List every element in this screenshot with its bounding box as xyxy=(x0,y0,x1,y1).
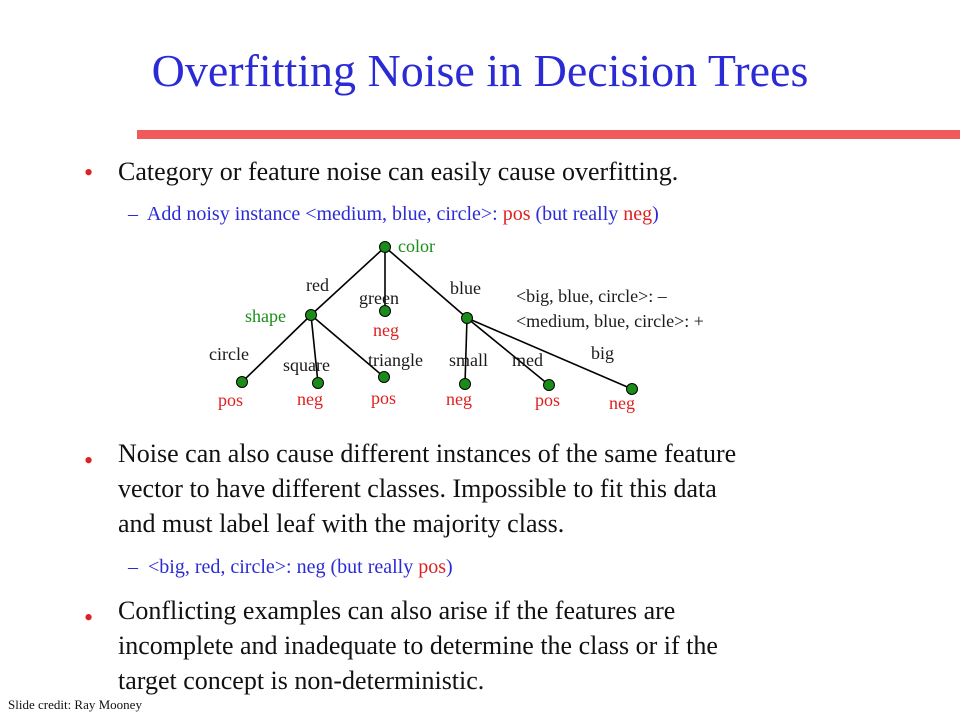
tree-node-med-leaf xyxy=(544,380,555,391)
slide-title: Overfitting Noise in Decision Trees xyxy=(151,45,809,96)
sub-bullet-label: pos xyxy=(502,203,531,225)
tree-edge-label-small: small xyxy=(449,350,488,370)
tree-edge-label-blue: blue xyxy=(450,278,481,298)
sub-bullet-really: neg xyxy=(623,203,653,225)
bullet-marker: • xyxy=(84,603,94,632)
tree-node-circle-leaf xyxy=(237,377,248,388)
tree-edge-label-circle: circle xyxy=(209,344,249,364)
bullet-text-line: vector to have different classes. Impossible to fit this data xyxy=(118,474,717,503)
sub-bullet-prefix: Add noisy instance <medium, blue, circle>: xyxy=(146,203,503,225)
bullet-marker: • xyxy=(84,446,94,475)
tree-node-triangle-leaf xyxy=(379,372,390,383)
tree-shape-label: shape xyxy=(245,306,286,326)
tree-edge-label-green: green xyxy=(359,288,399,308)
tree-edge-label-big: big xyxy=(591,343,615,363)
tree-root-label: color xyxy=(398,236,435,256)
tree-leaf-small: neg xyxy=(446,389,472,409)
tree-example-2: <medium, blue, circle>: + xyxy=(516,311,704,331)
tree-example-1: <big, blue, circle>: – xyxy=(516,286,667,306)
tree-leaf-circle: pos xyxy=(218,390,244,410)
tree-edge-label-square: square xyxy=(283,355,330,375)
sub-bullet-suffix: ) xyxy=(446,556,453,578)
bullet-text-line: and must label leaf with the majority class. xyxy=(118,509,565,538)
tree-node-blue xyxy=(462,313,473,324)
bullet-text: Category or feature noise can easily cause overfitting. xyxy=(118,157,679,186)
tree-edge-label-red: red xyxy=(306,275,329,295)
sub-bullet-dash: – xyxy=(128,556,138,578)
sub-bullet-middle: (but really xyxy=(530,203,624,225)
tree-leaf-big: neg xyxy=(609,393,635,413)
tree-node-shape xyxy=(306,310,317,321)
bullet-text-line: incomplete and inadequate to determine the class or if the xyxy=(118,631,718,660)
bullet-text-line: target concept is non-deterministic. xyxy=(118,666,485,695)
tree-node-color xyxy=(380,242,391,253)
tree-edge-label-triangle: triangle xyxy=(368,350,423,370)
tree-leaf-med: pos xyxy=(535,390,561,410)
tree-edge-label-med: med xyxy=(512,350,543,370)
bullet-text-line: Noise can also cause different instances of the same feature xyxy=(118,439,737,468)
sub-bullet-really: pos xyxy=(418,556,447,578)
sub-bullet xyxy=(128,556,453,579)
tree-node-square-leaf xyxy=(313,378,324,389)
slide-credit: Slide credit: Ray Mooney xyxy=(8,697,142,712)
bullet-text-line: Conflicting examples can also arise if the features are xyxy=(118,596,676,625)
sub-bullet-suffix: ) xyxy=(652,203,659,225)
tree-leaf-green: neg xyxy=(373,320,399,340)
bullet-marker: • xyxy=(84,158,94,187)
tree-leaf-triangle: pos xyxy=(371,388,397,408)
sub-bullet-dash: – xyxy=(128,203,138,225)
sub-bullet-prefix: <big, red, circle>: neg (but really xyxy=(148,556,419,578)
tree-node-small-leaf xyxy=(460,379,471,390)
tree-leaf-square: neg xyxy=(297,389,323,409)
